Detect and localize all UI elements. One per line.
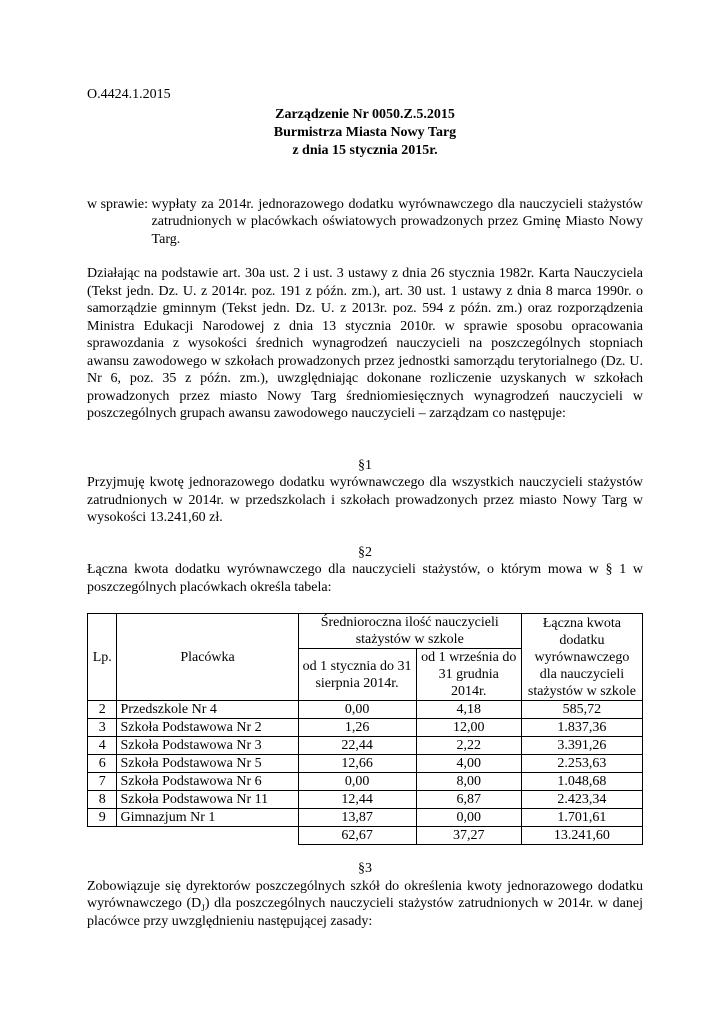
cell-period-2: 2,22 xyxy=(416,737,521,755)
allowance-table xyxy=(87,613,643,845)
section-1-sign: §1 xyxy=(358,457,372,473)
cell-period-1: 1,26 xyxy=(298,719,416,737)
cell-period-1: 12,44 xyxy=(298,791,416,809)
cell-place: Szkoła Podstawowa Nr 2 xyxy=(117,719,298,737)
cell-lp: 8 xyxy=(88,791,117,809)
cell-lp: 9 xyxy=(88,809,117,827)
cell-lp: 4 xyxy=(88,737,117,755)
sum-period-2: 37,27 xyxy=(416,827,521,845)
section-2-text: Łączna kwota dodatku wyrównawczego dla nauczycieli stażystów, o którym mowa w § 1 w poszczególnych placówkach określa tabela: xyxy=(87,562,643,595)
table-row xyxy=(88,809,643,827)
title-line-issuer: Burmistrza Miasta Nowy Targ xyxy=(273,124,457,140)
header-average-count: Średnioroczna ilość nauczycieli stażystów w szkole xyxy=(298,614,521,649)
cell-period-2: 6,87 xyxy=(416,791,521,809)
header-period-2: od 1 września do 31 grudnia 2014r. xyxy=(416,649,521,701)
section-3-subscript: J xyxy=(201,902,205,913)
sum-total: 13.241,60 xyxy=(521,827,642,845)
subject-label: w sprawie: xyxy=(87,196,152,212)
subject-text: wypłaty za 2014r. jednorazowego dodatku wyrównawczego dla nauczycieli stażystów zatrudnionych w placówkach oświatowych prowadzonych przez Gminę Miasto Nowy Targ. xyxy=(151,196,643,247)
document-page xyxy=(87,86,643,930)
cell-period-2: 8,00 xyxy=(416,773,521,791)
table-row xyxy=(88,773,643,791)
cell-place: Szkoła Podstawowa Nr 3 xyxy=(117,737,298,755)
cell-period-2: 4,00 xyxy=(416,755,521,773)
table-row xyxy=(88,755,643,773)
cell-total: 2.253,63 xyxy=(521,755,642,773)
title-line-ordinance-number: Zarządzenie Nr 0050.Z.5.2015 xyxy=(275,106,455,122)
section-3-text xyxy=(87,878,643,931)
cell-total: 3.391,26 xyxy=(521,737,642,755)
header-place: Placówka xyxy=(117,614,298,701)
cell-place: Szkoła Podstawowa Nr 6 xyxy=(117,773,298,791)
cell-period-1: 22,44 xyxy=(298,737,416,755)
cell-period-1: 0,00 xyxy=(298,773,416,791)
table-row xyxy=(88,701,643,719)
cell-lp: 7 xyxy=(88,773,117,791)
header-lp: Lp. xyxy=(88,614,117,701)
document-title xyxy=(87,106,643,160)
cell-place: Gimnazjum Nr 1 xyxy=(117,809,298,827)
header-total-amount: Łączna kwota dodatku wyrównawczego dla nauczycieli stażystów w szkole xyxy=(521,614,642,701)
table-row xyxy=(88,791,643,809)
subject-block xyxy=(87,196,643,249)
cell-total: 1.048,68 xyxy=(521,773,642,791)
cell-period-2: 12,00 xyxy=(416,719,521,737)
section-1-text: Przyjmuję kwotę jednorazowego dodatku wyrównawczego dla wszystkich nauczycieli stażystów zatrudnionych w 2014r. w przedszkolach i szkołach prowadzonych przez miasto Nowy Targ w wysokości 13.241,60 zł. xyxy=(87,475,643,525)
cell-period-2: 4,18 xyxy=(416,701,521,719)
cell-total: 2.423,34 xyxy=(521,791,642,809)
cell-place: Szkoła Podstawowa Nr 5 xyxy=(117,755,298,773)
cell-period-1: 12,66 xyxy=(298,755,416,773)
cell-total: 1.701,61 xyxy=(521,809,642,827)
cell-lp: 6 xyxy=(88,755,117,773)
section-2-sign: §2 xyxy=(358,544,372,560)
cell-lp: 2 xyxy=(88,701,117,719)
cell-total: 1.837,36 xyxy=(521,719,642,737)
section-3-sign: §3 xyxy=(358,861,372,876)
table-row xyxy=(88,737,643,755)
cell-period-2: 0,00 xyxy=(416,809,521,827)
document-reference-number: O.4424.1.2015 xyxy=(87,87,171,102)
cell-lp: 3 xyxy=(88,719,117,737)
cell-place: Szkoła Podstawowa Nr 11 xyxy=(117,791,298,809)
cell-period-1: 0,00 xyxy=(298,701,416,719)
sum-blank-cell xyxy=(88,827,117,845)
cell-total: 585,72 xyxy=(521,701,642,719)
table-row xyxy=(88,719,643,737)
legal-basis-paragraph: Działając na podstawie art. 30a ust. 2 i ust. 3 ustawy z dnia 26 stycznia 1982r. Karta Nauczyciela (Tekst jedn. Dz. U. z 2014r. poz. 191 z późn. zm.), art. 30 ust. 1 ustawy z dnia 8 marca 1990r. o samorządzie gminnym (Tekst jedn. Dz. U. z 2013r. poz. 594 z późn. zm.) oraz rozporządzenia Ministra Edukacji Narodowej z dnia 13 stycznia 2010r. w sprawie sposobu opracowania sprawozdania z wysokości średnich wynagrodzeń nauczycieli na poszczególnych stopniach awansu zawodowego w szkołach prowadzonych przez jednostki samorządu terytorialnego (Dz. U. Nr 6, poz. 35 z późn. zm.), uwzględniając dokonane rozliczenie uzyskanych w szkołach prowadzonych przez miasto Nowy Targ średniomiesięcznych wynagrodzeń nauczycieli w poszczególnych grupach awansu zawodowego nauczycieli – zarządzam co następuje: xyxy=(87,266,643,421)
title-line-date: z dnia 15 stycznia 2015r. xyxy=(292,142,438,158)
sum-period-1: 62,67 xyxy=(298,827,416,845)
sum-blank-cell xyxy=(117,827,298,845)
table-sum-row xyxy=(88,827,643,845)
cell-place: Przedszkole Nr 4 xyxy=(117,701,298,719)
section-3-text-before: Zobowiązuje się dyrektorów poszczególnych szkół do określenia kwoty jednorazowego dodatku wyrównawczego (D xyxy=(87,878,643,911)
section-3-text-after: ) dla poszczególnych nauczycieli stażystów zatrudnionych w 2014r. w danej placówce przy uwzględnieniu następującej zasady: xyxy=(87,896,643,929)
header-period-1: od 1 stycznia do 31 sierpnia 2014r. xyxy=(298,649,416,701)
cell-period-1: 13,87 xyxy=(298,809,416,827)
